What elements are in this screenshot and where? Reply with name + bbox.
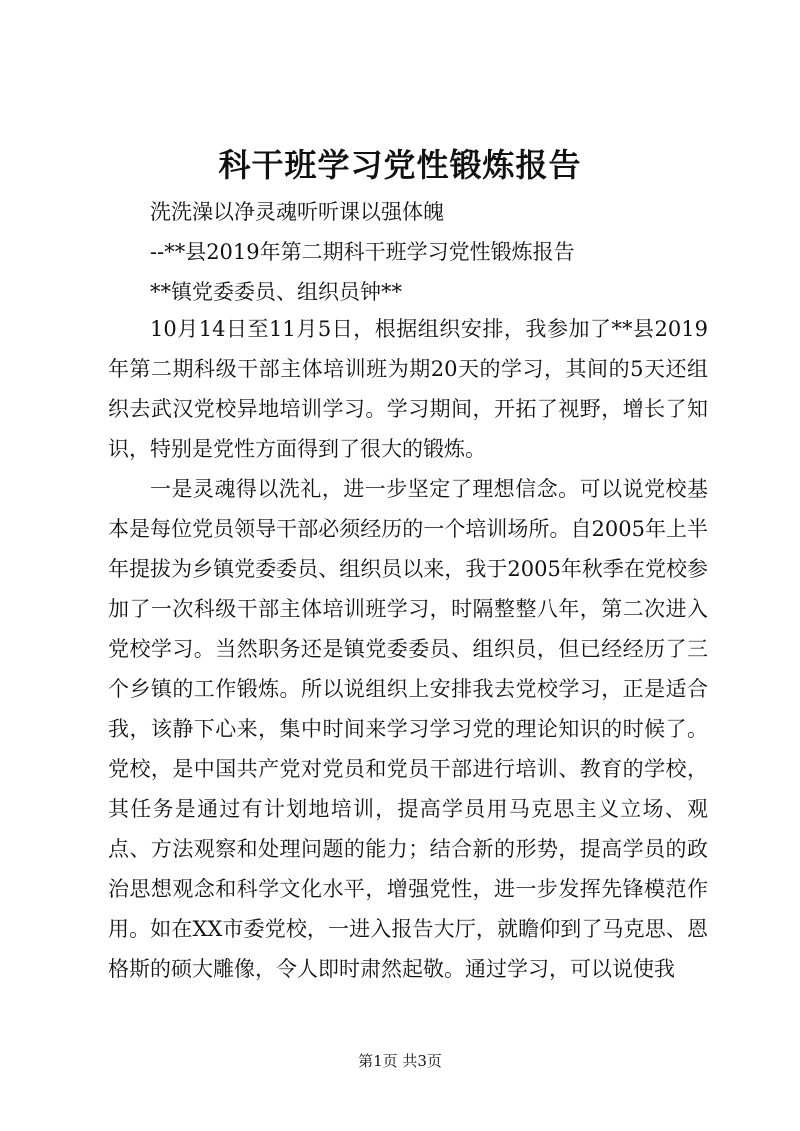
document-subtitle: 洗洗澡以净灵魂听听课以强体魄 [150, 200, 444, 224]
body-paragraph-intro: 10月14日至11月5日，根据组织安排，我参加了**县2019年第二期科级干部主体培训班为期20天的学习，其间的5天还组织去武汉党校异地培训学习。学习期间，开拓了视野，增长了知识，特别是党性方面得到了很大的锻炼。 [108, 317, 708, 461]
document-author: **镇党委委员、组织员钟** [150, 280, 402, 304]
document-subheading: --**县2019年第二期科干班学习党性锻炼报告 [150, 240, 575, 264]
body-paragraph-point-one: 一是灵魂得以洗礼，进一步坚定了理想信念。可以说党校基本是每位党员领导干部必须经历的一个培训场所。自2005年上半年提拔为乡镇党委委员、组织员以来，我于2005年秋季在党校参加了一次科级干部主体培训班学习，时隔整整八年，第二次进入党校学习。当然职务还是镇党委委员、组织员，但已经经历了三个乡镇的工作锻炼。所以说组织上安排我去党校学习，正是适合我，该静下心来，集中时间来学习学习党的理论知识的时候了。党校，是中国共产党对党员和党员干部进行培训、教育的学校，其任务是通过有计划地培训，提高学员用马克思主义立场、观点、方法观察和处理问题的能力；结合新的形势，提高学员的政治思想观念和科学文化水平，增强党性，进一步发挥先锋模范作用。如在XX市委党校，一进入报告大厅，就瞻仰到了马克思、恩格斯的硕大雕像，令人即时肃然起敬。通过学习，可以说使我 [108, 477, 708, 981]
page-footer: 第1页 共3页 [358, 1052, 442, 1070]
document-title: 科干班学习党性锻炼报告 [218, 146, 582, 184]
